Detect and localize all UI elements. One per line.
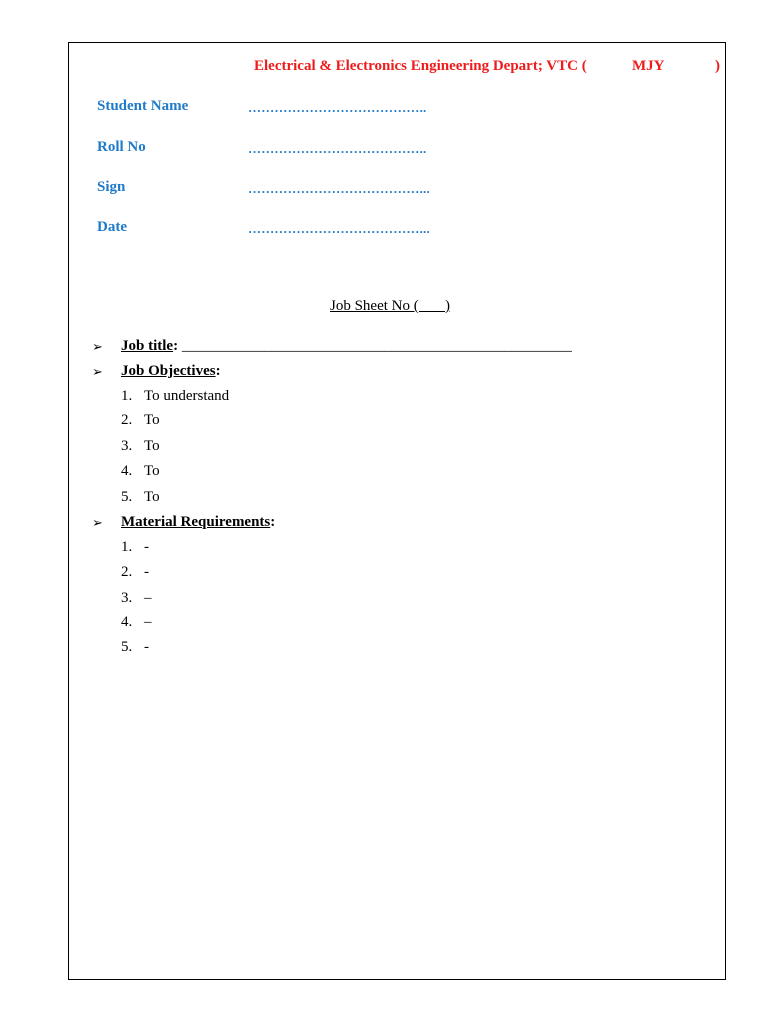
date-field[interactable]: …………………………………... xyxy=(248,221,430,236)
objective-number: 2. xyxy=(121,412,133,428)
arrow-bullet-icon: ➢ xyxy=(92,515,103,530)
job-title-blank[interactable]: ____________________________________________________ xyxy=(178,338,572,354)
objective-text: To xyxy=(144,412,160,428)
material-text: – xyxy=(144,590,152,606)
material-text: - xyxy=(144,564,149,580)
job-objectives-heading xyxy=(121,363,221,380)
student-name-label: Student Name xyxy=(97,98,189,114)
objective-text: To understand xyxy=(144,388,230,404)
objective-number: 3. xyxy=(121,438,133,454)
objective-text: To xyxy=(144,438,160,454)
objective-text: To xyxy=(144,489,160,505)
job-title-heading xyxy=(121,338,572,355)
material-requirements-colon: : xyxy=(270,514,276,530)
center-code: MJY xyxy=(632,58,665,74)
material-number: 5. xyxy=(121,639,133,655)
roll-no-label: Roll No xyxy=(97,139,146,155)
job-objectives-colon: : xyxy=(215,363,221,379)
material-text: - xyxy=(144,539,149,555)
department-header: Electrical & Electronics Engineering Depart; VTC ( xyxy=(254,58,587,74)
objective-text: To xyxy=(144,463,160,479)
material-number: 2. xyxy=(121,564,133,580)
job-title-colon: : xyxy=(173,338,179,354)
material-number: 4. xyxy=(121,614,133,630)
roll-no-field[interactable]: ………………………………….. xyxy=(248,141,427,156)
material-number: 3. xyxy=(121,590,133,606)
material-number: 1. xyxy=(121,539,133,555)
material-text: - xyxy=(144,639,149,655)
objective-number: 5. xyxy=(121,489,133,505)
material-requirements-label: Material Requirements xyxy=(121,514,271,530)
material-requirements-heading xyxy=(121,514,275,531)
job-sheet-number: Job Sheet No ( ) xyxy=(330,298,450,314)
student-name-field[interactable]: ………………………………….. xyxy=(248,100,427,115)
arrow-bullet-icon: ➢ xyxy=(92,339,103,354)
job-title-label: Job title xyxy=(121,338,174,354)
objective-number: 4. xyxy=(121,463,133,479)
job-objectives-label: Job Objectives xyxy=(121,363,216,379)
header-close-paren: ) xyxy=(715,58,720,74)
sign-label: Sign xyxy=(97,179,126,195)
sign-field[interactable]: …………………………………... xyxy=(248,181,430,196)
arrow-bullet-icon: ➢ xyxy=(92,364,103,379)
objective-number: 1. xyxy=(121,388,133,404)
material-text: – xyxy=(144,614,152,630)
date-label: Date xyxy=(97,219,127,235)
